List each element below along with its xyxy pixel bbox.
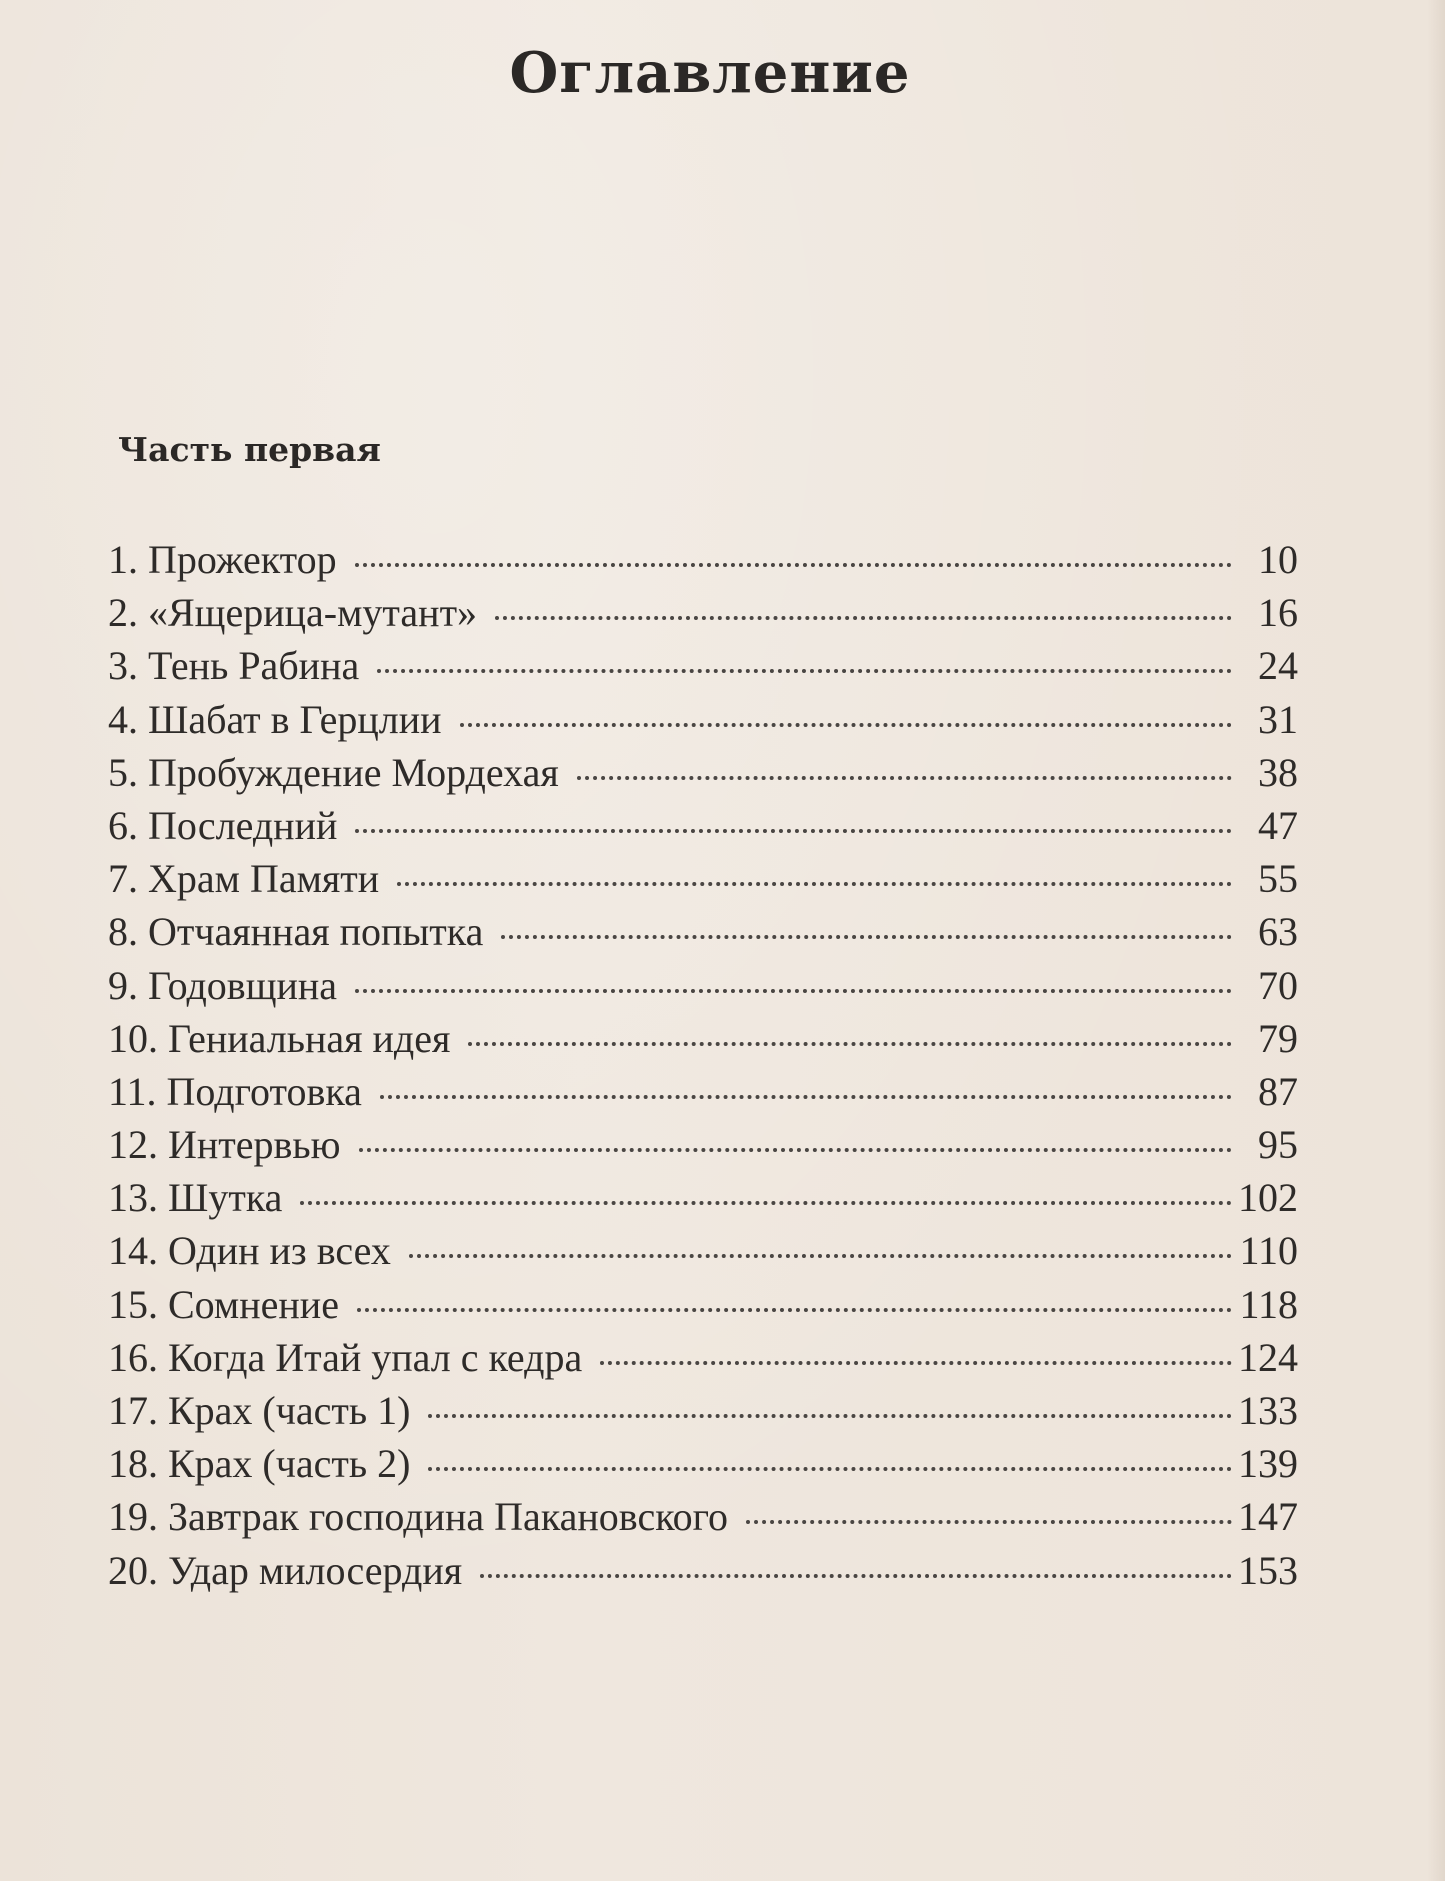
dot-leader xyxy=(300,1201,1232,1205)
toc-entry-page: 16 xyxy=(1258,590,1298,636)
toc-entry-title: Прожектор xyxy=(148,537,337,582)
toc-entry-title: Храм Памяти xyxy=(148,856,380,902)
toc-entry-number: 7. xyxy=(108,856,138,902)
toc-entry-number: 17. xyxy=(108,1388,158,1433)
toc-entry[interactable] xyxy=(108,1227,1298,1280)
dot-leader xyxy=(600,1361,1232,1365)
toc-entry[interactable] xyxy=(108,1440,1298,1493)
toc-entry[interactable] xyxy=(108,1068,1298,1121)
dot-leader xyxy=(577,776,1232,780)
toc-entry-title: Последний xyxy=(148,802,338,848)
toc-entry[interactable] xyxy=(108,962,1298,1015)
toc-entry-number: 8. xyxy=(108,909,138,955)
toc-entry-number: 6. xyxy=(108,802,138,848)
toc-entry-page: 95 xyxy=(1258,1122,1298,1168)
toc-entry[interactable] xyxy=(108,642,1298,695)
dot-leader xyxy=(468,1042,1232,1046)
toc-entry[interactable] xyxy=(108,802,1298,855)
toc-entry-page: 55 xyxy=(1258,856,1298,902)
toc-entry-page: 87 xyxy=(1258,1068,1298,1114)
toc-entry[interactable] xyxy=(108,1547,1298,1600)
toc-entry-number: 15. xyxy=(108,1281,158,1327)
toc-entry-title: Один из всех xyxy=(168,1228,391,1274)
toc-entry-page: 63 xyxy=(1258,909,1298,955)
toc-entry-title: Пробуждение Мордехая xyxy=(148,749,559,795)
toc-entry-page: 102 xyxy=(1238,1175,1298,1221)
toc-entry-title: Тень Рабина xyxy=(148,643,360,689)
toc-entry-number: 3. xyxy=(108,643,138,689)
toc-entry-number: 10. xyxy=(108,1015,158,1061)
toc-entry-number: 5. xyxy=(108,749,138,795)
toc-entry-title: Подготовка xyxy=(166,1068,362,1114)
toc-entry-title: Удар милосердия xyxy=(168,1547,463,1593)
toc-entry-page: 124 xyxy=(1238,1334,1298,1380)
toc-entry-page: 24 xyxy=(1258,643,1298,689)
toc-entry-number: 14. xyxy=(108,1228,158,1274)
dot-leader xyxy=(359,1148,1232,1152)
toc-entry[interactable] xyxy=(108,855,1298,908)
page-edge-shadow xyxy=(1427,0,1445,1881)
dot-leader xyxy=(355,829,1232,833)
toc-entry-number: 1. xyxy=(108,537,138,582)
toc-entry-number: 19. xyxy=(108,1494,158,1540)
dot-leader xyxy=(480,1574,1232,1578)
toc-entry-page: 153 xyxy=(1238,1547,1298,1593)
toc-entry[interactable] xyxy=(108,696,1298,749)
toc-entry-number: 9. xyxy=(108,962,138,1008)
dot-leader xyxy=(501,935,1232,939)
dot-leader xyxy=(357,1308,1232,1312)
toc-entry-title: Крах (часть 2) xyxy=(168,1441,411,1487)
toc-entry-number: 2. xyxy=(108,590,138,636)
toc-entry[interactable] xyxy=(108,589,1298,642)
dot-leader xyxy=(495,616,1232,620)
toc-list xyxy=(108,536,1298,1600)
toc-title: Оглавление xyxy=(509,40,911,106)
toc-entry-page: 133 xyxy=(1238,1388,1298,1433)
dot-leader xyxy=(428,1414,1232,1418)
dot-leader xyxy=(377,669,1232,673)
toc-entry[interactable] xyxy=(108,1281,1298,1334)
toc-entry-number: 18. xyxy=(108,1441,158,1487)
toc-entry-title: Гениальная идея xyxy=(168,1015,451,1061)
toc-entry-page: 118 xyxy=(1239,1281,1298,1327)
toc-entry-title: Когда Итай упал с кедра xyxy=(168,1334,583,1380)
toc-entry-page: 147 xyxy=(1238,1494,1298,1540)
toc-entry-number: 11. xyxy=(108,1068,157,1114)
toc-entry-number: 4. xyxy=(108,696,138,742)
toc-entry[interactable] xyxy=(108,1015,1298,1068)
toc-entry-title: Крах (часть 1) xyxy=(168,1388,411,1433)
toc-entry[interactable] xyxy=(108,1121,1298,1174)
toc-entry[interactable] xyxy=(108,1387,1298,1440)
toc-entry-title: «Ящерица-мутант» xyxy=(148,590,478,636)
dot-leader xyxy=(409,1254,1232,1258)
toc-entry-page: 47 xyxy=(1258,802,1298,848)
toc-entry-page: 79 xyxy=(1258,1015,1298,1061)
toc-entry[interactable] xyxy=(108,1334,1298,1387)
toc-entry-page: 110 xyxy=(1239,1228,1298,1274)
toc-entry-title: Интервью xyxy=(168,1122,341,1168)
toc-entry-page: 139 xyxy=(1238,1441,1298,1487)
toc-entry-page: 10 xyxy=(1258,537,1298,582)
dot-leader xyxy=(355,563,1232,567)
toc-entry-number: 16. xyxy=(108,1334,158,1380)
toc-entry-number: 20. xyxy=(108,1547,158,1593)
toc-entry[interactable] xyxy=(108,908,1298,961)
toc-entry-number: 13. xyxy=(108,1175,158,1221)
dot-leader xyxy=(355,989,1232,993)
toc-entry-title: Завтрак господина Пакановского xyxy=(168,1494,729,1540)
toc-entry-title: Сомнение xyxy=(168,1281,339,1327)
toc-entry-title: Шабат в Герцлии xyxy=(148,696,442,742)
toc-entry-page: 38 xyxy=(1258,749,1298,795)
dot-leader xyxy=(746,1520,1232,1524)
toc-entry-title: Шутка xyxy=(168,1175,283,1221)
dot-leader xyxy=(380,1095,1232,1099)
toc-entry-page: 70 xyxy=(1258,962,1298,1008)
toc-entry-title: Годовщина xyxy=(148,962,338,1008)
toc-entry[interactable] xyxy=(108,749,1298,802)
part-heading: Часть первая xyxy=(118,430,381,469)
dot-leader xyxy=(428,1467,1232,1471)
toc-entry-number: 12. xyxy=(108,1122,158,1168)
toc-entry[interactable] xyxy=(108,1493,1298,1546)
toc-entry-title: Отчаянная попытка xyxy=(148,909,484,955)
toc-entry-page: 31 xyxy=(1258,696,1298,742)
toc-entry[interactable] xyxy=(108,1174,1298,1227)
toc-entry[interactable] xyxy=(108,536,1298,589)
dot-leader xyxy=(460,723,1232,727)
dot-leader xyxy=(397,882,1232,886)
